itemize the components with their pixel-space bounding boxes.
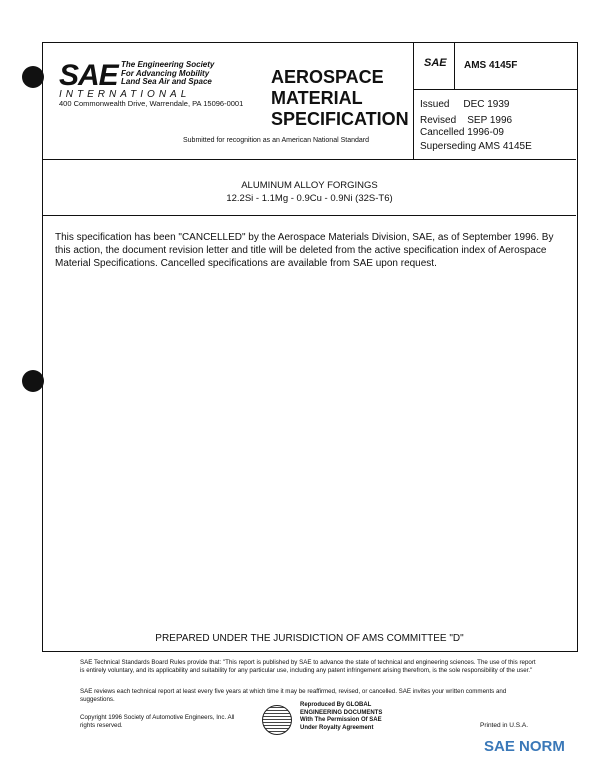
review-note: SAE reviews each technical report at least every five years at which time it may be reaffirmed, revised, or cancelled. SAE invites your written comments and suggestions. <box>80 688 507 703</box>
section-divider <box>43 215 576 216</box>
superseding: Superseding AMS 4145E <box>420 141 532 152</box>
cancelled-date: Cancelled 1996-09 <box>420 127 504 138</box>
copyright: Copyright 1996 Society of Automotive Engineers, Inc. All rights reserved. <box>80 714 235 729</box>
material-title <box>43 179 576 205</box>
spec-title <box>271 67 409 130</box>
repro-line: Reproduced By GLOBAL <box>300 702 372 708</box>
sae-tagline <box>121 61 214 87</box>
prepared-statement: PREPARED UNDER THE JURISDICTION OF AMS COMMITTEE "D" <box>155 633 464 644</box>
board-rules: SAE Technical Standards Board Rules provide that: "This report is published by SAE to advance the state of technical and engineering sciences. The use of this report is entirely voluntary, and its applicability and suitability for any particular use, including any patent infringement arising therefrom, is the sole responsibility of the user." <box>80 659 536 674</box>
tagline-line: For Advancing Mobility <box>121 68 210 78</box>
repro-line: ENGINEERING DOCUMENTS <box>300 709 383 716</box>
spec-title-line: MATERIAL <box>271 88 363 108</box>
punch-hole-bottom <box>22 370 44 392</box>
submitted-note: Submitted for recognition as an American National Standard <box>183 137 369 144</box>
sae-norm-watermark: SAE NORM <box>484 738 565 755</box>
international-label: INTERNATIONAL <box>59 89 191 100</box>
revised-date: Revised SEP 1996 <box>420 115 513 126</box>
sae-logo-text: SAE <box>59 59 118 92</box>
issued-date: Issued DEC 1939 <box>420 99 510 110</box>
repro-line: With The Permission Of SAE <box>300 717 382 723</box>
doc-number: AMS 4145F <box>464 60 518 71</box>
divider <box>454 43 455 89</box>
doc-info-panel <box>413 43 577 159</box>
printed-in: Printed in U.S.A. <box>480 722 529 729</box>
tagline-line: Land Sea Air and Space <box>121 77 212 86</box>
address: 400 Commonwealth Drive, Warrendale, PA 15096-0001 <box>59 99 244 108</box>
repro-line: Under Royalty Agreement <box>300 724 374 731</box>
punch-hole-top <box>22 66 44 88</box>
material-title-line: 12.2Si - 1.1Mg - 0.9Cu - 0.9Ni (32S-T6) <box>226 193 393 204</box>
material-title-line: ALUMINUM ALLOY FORGINGS <box>241 180 378 191</box>
doc-number-box <box>414 43 577 90</box>
header <box>43 43 576 160</box>
spec-title-line: SPECIFICATION <box>271 109 409 129</box>
sae-small-logo: SAE <box>424 57 447 69</box>
globe-icon <box>262 705 292 735</box>
reproduction-note <box>300 702 382 732</box>
document-frame <box>42 42 578 652</box>
spec-title-line: AEROSPACE <box>271 67 384 87</box>
cancellation-notice: This specification has been "CANCELLED" by the Aerospace Materials Division, SAE, as of September 1996. By this action, the document revision letter and title will be deleted from the active specification index of Aerospace Material Specifications. Cancelled specifications are available from SAE upon request. <box>55 232 554 269</box>
tagline-line: The Engineering Society <box>121 60 215 69</box>
